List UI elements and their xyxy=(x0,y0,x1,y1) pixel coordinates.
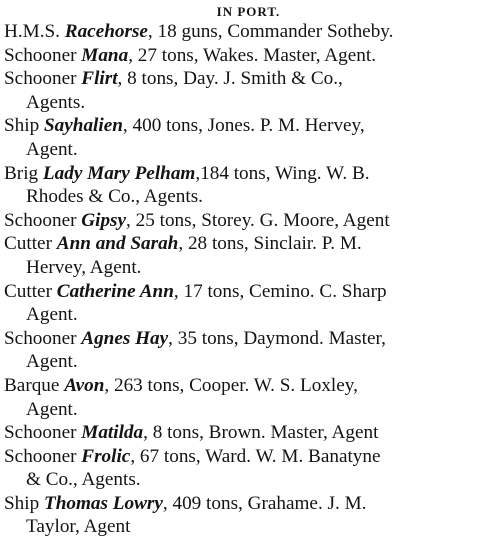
vessel-name: Thomas Lowry xyxy=(44,492,163,514)
vessel-name: Agnes Hay xyxy=(81,327,169,349)
vessel-entry-line xyxy=(4,114,494,138)
vessel-entry-line xyxy=(4,209,494,233)
vessel-entry-line xyxy=(4,445,494,469)
vessel-type: Ship xyxy=(4,115,44,137)
vessel-name: Frolic xyxy=(81,445,131,467)
vessel-details: , 409 tons, Grahame. J. M. xyxy=(162,492,367,514)
vessel-type: Schooner xyxy=(4,327,82,349)
vessel-entry-line xyxy=(4,67,494,91)
vessel-details: , 400 tons, Jones. P. M. Hervey, xyxy=(122,115,365,137)
vessel-type: Schooner xyxy=(4,445,82,467)
entry-continuation-line: & Co., Agents. xyxy=(26,469,141,491)
vessel-details: , 8 tons, Day. J. Smith & Co., xyxy=(117,68,343,90)
vessel-details: , 17 tons, Cemino. C. Sharp xyxy=(173,280,387,302)
entry-continuation-line: Hervey, Agent. xyxy=(26,256,142,278)
vessel-details: ,184 tons, Wing. W. B. xyxy=(195,162,370,184)
vessel-entry-line xyxy=(4,280,494,304)
vessel-type: Brig xyxy=(4,162,43,184)
vessel-type: Cutter xyxy=(4,280,57,302)
entry-continuation-line: Taylor, Agent xyxy=(26,516,131,538)
vessel-type: Ship xyxy=(4,492,44,514)
vessel-entry-line xyxy=(4,232,494,256)
vessel-entry-line xyxy=(4,20,494,44)
vessel-name: Matilda xyxy=(81,422,144,444)
entry-continuation-line: Agent. xyxy=(26,351,78,373)
vessel-details: , 18 guns, Commander Sotheby. xyxy=(147,21,394,42)
vessel-name: Mana xyxy=(81,44,129,66)
shipping-list xyxy=(4,20,494,539)
vessel-name: Ann and Sarah xyxy=(56,233,179,255)
vessel-name: Racehorse xyxy=(64,21,148,42)
vessel-entry-line xyxy=(4,44,494,68)
entry-continuation-line: Agents. xyxy=(26,91,86,113)
vessel-details: , 27 tons, Wakes. Master, Agent. xyxy=(128,44,376,66)
vessel-name: Lady Mary Pelham xyxy=(42,162,196,184)
vessel-name: Flirt xyxy=(81,68,118,90)
vessel-type: Schooner xyxy=(4,68,82,90)
vessel-entry-line xyxy=(4,327,494,351)
vessel-type: Schooner xyxy=(4,422,82,444)
vessel-details: , 263 tons, Cooper. W. S. Loxley, xyxy=(104,374,358,396)
vessel-type: Schooner xyxy=(4,209,82,231)
vessel-entry-line xyxy=(4,421,494,445)
vessel-name: Gipsy xyxy=(81,209,127,231)
vessel-type: H.M.S. xyxy=(4,21,65,42)
vessel-details: , 25 tons, Storey. G. Moore, Agent xyxy=(126,209,390,231)
vessel-name: Avon xyxy=(64,374,105,396)
vessel-details: , 8 tons, Brown. Master, Agent xyxy=(143,422,379,444)
vessel-name: Catherine Ann xyxy=(56,280,174,302)
vessel-entry-line xyxy=(4,492,494,516)
vessel-name: Sayhalien xyxy=(44,115,123,137)
entry-continuation-line: Agent. xyxy=(26,398,78,420)
entry-continuation-line: Rhodes & Co., Agents. xyxy=(26,186,203,208)
entry-continuation-line: Agent. xyxy=(26,138,78,160)
vessel-entry-line xyxy=(4,374,494,398)
vessel-type: Cutter xyxy=(4,233,57,255)
section-heading: IN PORT. xyxy=(216,4,281,19)
vessel-details: , 35 tons, Daymond. Master, xyxy=(168,327,386,349)
vessel-type: Barque xyxy=(4,374,65,396)
entry-continuation-line: Agent. xyxy=(26,304,78,326)
vessel-entry-line xyxy=(4,162,494,186)
vessel-details: , 67 tons, Ward. W. M. Banatyne xyxy=(130,445,381,467)
vessel-details: , 28 tons, Sinclair. P. M. xyxy=(178,233,362,255)
vessel-type: Schooner xyxy=(4,44,82,66)
